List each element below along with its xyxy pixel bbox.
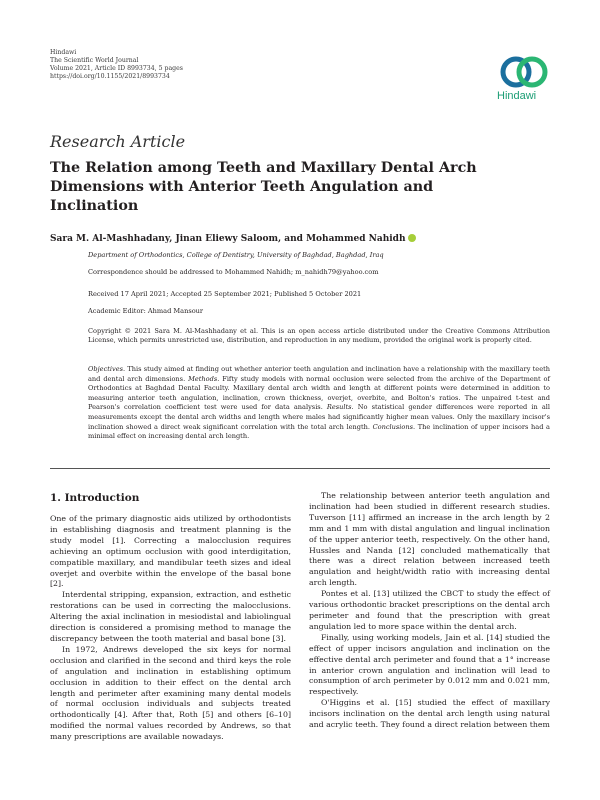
paragraph: In 1972, Andrews developed the six keys for normal occlusion and clarified in the second and third keys the role of angulation and inclination in establishing optimum occlusion in addition to their effect on the dental arch length and perimeter after examining many dental models of normal occlusion individuals and subjects treated orthodontically [4]. After that, Roth [5] and others [6–10] modified the normal values recorded by Andrews, so that many prescriptions are available nowadays. <box>50 644 291 742</box>
author-names: Sara M. Al-Mashhadany, Jinan Eliewy Saloom, and Mohammed Nahidh <box>50 234 406 244</box>
paper-title: The Relation among Teeth and Maxillary Dental Arch Dimensions with Anterior Teeth Angulation and Inclination <box>50 160 477 214</box>
copyright-notice: Copyright © 2021 Sara M. Al-Mashhadany et al. This is an open access article distributed under the Creative Commons Attribution License, which permits unrestricted use, distribution, and reproduction in any medium, provided the original work is properly cited. <box>88 327 550 345</box>
correspondence: Correspondence should be addressed to Mohammed Nahidh; m_nahidh79@yahoo.com <box>88 268 379 276</box>
objectives-text: This study aimed at finding out whether anterior teeth angulation and inclination have a relationship with the maxillary teeth and dental arch dimensions. <box>88 365 550 383</box>
paragraph: Finally, using working models, Jain et al. [14] studied the effect of upper incisors angulation and inclination on the effective dental arch perimeter and found that a 1° increase in anterior crown angulation and inclination will lead to consumption of arch perimeter by 0.012 mm and 0.021 mm, respectively. <box>309 632 550 697</box>
journal-name: The Scientific World Journal <box>50 57 139 65</box>
section-heading: 1. Introduction <box>50 492 140 504</box>
conclusions-label: Conclusions. <box>372 422 416 431</box>
volume-info: Volume 2021, Article ID 8993734, 5 pages <box>50 65 183 73</box>
paragraph: Interdental stripping, expansion, extraction, and esthetic restorations can be used in correcting the malocclusions. Altering the axial inclination in mesiodistal and labiolingual direction is considered a promising method to manage the discrepancy between the tooth material and basal bone [3]. <box>50 590 291 643</box>
author-list <box>50 234 416 244</box>
affiliation: Department of Orthodontics, College of Dentistry, University of Baghdad, Baghdad, Iraq <box>88 251 384 259</box>
paragraph: O'Higgins et al. [15] studied the effect of maxillary incisors inclination on the dental arch length using natural and acrylic teeth. They found a direct relation between them <box>309 698 550 730</box>
methods-text: Fifty study models with normal occlusion were selected from the archive of the Department of Orthodontics at Baghdad Dental Faculty. Maxillary dental arch width and length at different points were determined in addition to measuring anterior teeth angulation, inclination, crown thickness, overjet, overbite, and Bolton's ratios. The unpaired t-test and Pearson's correlation coefficient test were used for data analysis. <box>88 374 550 412</box>
hindawi-logo-text: Hindawi <box>497 90 537 102</box>
article-type: Research Article <box>50 132 186 151</box>
abstract <box>88 365 550 442</box>
paragraph: One of the primary diagnostic aids utilized by orthodontists in establishing diagnosis and treatment planning is the study model [1]. Correcting a malocclusion requires achieving an optimum occlusion with good interdigitation, compatible maxillary, and mandibular teeth sizes and ideal overjet and overbite within the envelope of the basal bone [2]. <box>50 514 291 589</box>
abstract-divider <box>50 468 550 469</box>
paragraph: The relationship between anterior teeth angulation and inclination had been studied in different research studies. Tuverson [11] affirmed an increase in the arch length by 2 mm and 1 mm with distal angulation and lingual inclination of the upper anterior teeth, respectively. On the other hand, Hussles and Nanda [12] concluded mathematically that there was a direct relation between increased teeth angulation and height/width ratio with increasing dental arch length. <box>309 491 550 588</box>
objectives-label: Objectives. <box>88 365 126 373</box>
methods-label: Methods. <box>188 374 220 383</box>
results-label: Results. <box>326 403 354 412</box>
dates: Received 17 April 2021; Accepted 25 September 2021; Published 5 October 2021 <box>88 290 362 298</box>
paragraph: Pontes et al. [13] utilized the CBCT to study the effect of various orthodontic bracket prescriptions on the dental arch perimeter and found that the prescription with great angulation led to more space within the dental arch. <box>309 589 550 631</box>
right-column <box>309 491 550 731</box>
conclusions-text: The inclination of upper incisors had a minimal effect on increasing dental arch length. <box>88 422 550 441</box>
academic-editor: Academic Editor: Ahmad Mansour <box>88 307 204 315</box>
publisher-name: Hindawi <box>50 49 77 56</box>
left-column <box>50 514 291 743</box>
orcid-icon[interactable] <box>408 234 416 242</box>
doi-link[interactable]: https://doi.org/10.1155/2021/8993734 <box>50 73 170 81</box>
results-text: No statistical gender differences were reported in all measurements except the dental arch widths and length where males had significantly higher mean values. Only the maxillary incisor's inclination showed a direct weak significant correlation with the total arch length. <box>88 403 550 431</box>
journal-header <box>50 49 183 81</box>
